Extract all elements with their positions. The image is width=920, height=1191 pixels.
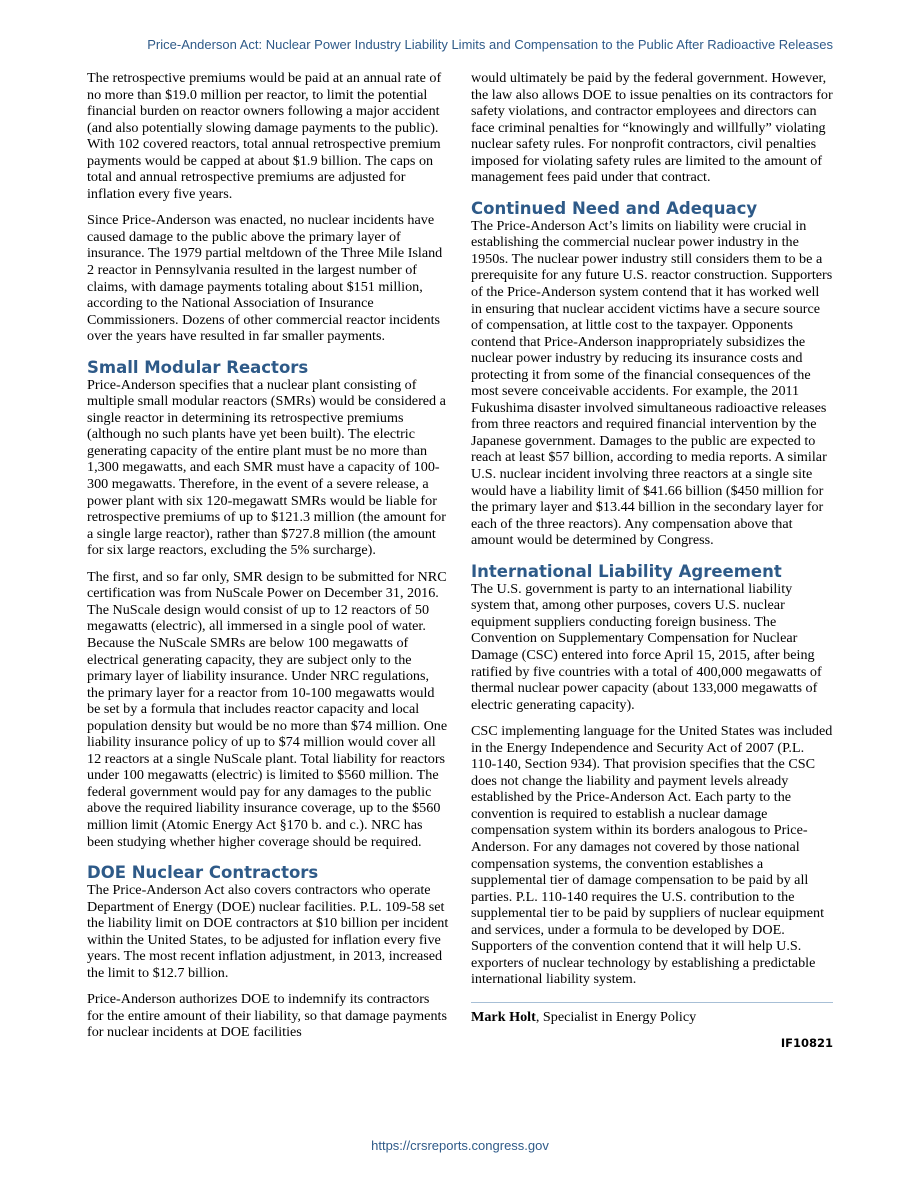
report-id: IF10821 xyxy=(780,1036,833,1051)
right-column xyxy=(471,70,833,1052)
paragraph-csc-convention: The U.S. government is party to an international liability system that, among other purposes, covers U.S. nuclear equipment suppliers conducting foreign business. The Convention on Supplementary Compensation for Nuclear Damage (CSC) entered into force April 15, 2015, after being ratified by five countries with a total of 400,000 megawatts of thermal nuclear power capacity (about 133,000 megawatts of electric generating capacity). xyxy=(471,580,822,713)
paragraph-retrospective-premiums: The retrospective premiums would be paid at an annual rate of no more than $19.0 million per reactor, to limit the potential financial burden on reactor owners following a major accident (and also potentially slowing damage payments to the public). With 102 covered reactors, total annual retrospective premium payments would be capped at about $1.9 billion. The caps on total and annual retrospective premiums are adjusted for inflation every five years. xyxy=(87,70,442,202)
heading-continued-need: Continued Need and Adequacy xyxy=(471,198,758,218)
paragraph-csc-implementation: CSC implementing language for the United States was included in the Energy Independence and Security Act of 2007 (P.L. 110-140, Section 934). That provision specifies that the CSC does not change the liability and payment levels already established by the Price-Anderson Act. Each party to the convention is required to establish a nuclear damage compensation system within its borders analogous to Price-Anderson. For any damages not covered by those national compensation systems, the convention establishes a supplemental tier of damage compensation to be paid by all parties. P.L. 110-140 requires the U.S. contribution to the supplemental tier to be paid by suppliers of nuclear equipment and services, under a formula to be developed by DOE. Supporters of the convention contend that it will help U.S. exporters of nuclear technology by establishing a predictable international liability system. xyxy=(471,723,833,988)
author-line xyxy=(471,1009,833,1026)
paragraph-smr-premiums: Price-Anderson specifies that a nuclear plant consisting of multiple small modular reactors (SMRs) would be considered a single reactor in determining its retrospective premiums (although no such plants have yet been built). The electric generating capacity of the entire plant must be no more than 1,300 megawatts, and each SMR must have a capacity of 100-300 megawatts. Therefore, in the event of a severe release, a power plant with six 120-megawatt SMRs would be liable for retrospective premiums of up to $121.3 million (the amount for a single large reactor), rather than $727.8 million (the amount for six large reactors, excluding the 5% surcharge). xyxy=(87,376,446,559)
paragraph-nuscale: The first, and so far only, SMR design to be submitted for NRC certification was from NuScale Power on December 31, 2016. The NuScale design would consist of up to 12 reactors of 50 megawatts (electric), all immersed in a single pool of water. Because the NuScale SMRs are below 100 megawatts of electrical generating capacity, they are subject only to the primary layer of liability insurance. Under NRC regulations, the primary layer for a reactor from 10-100 megawatts would be set by a formula that includes reactor capacity and local population density but would be no more than $74 million. One liability insurance policy of up to $74 million would cover all 12 reactors at a single NuScale plant. Total liability for reactors under 100 megawatts (electric) is limited to $560 million. The federal government would pay for any damages to the public above the required liability insurance coverage, up to the $560 million limit (Atomic Energy Act §170 b. and c.). NRC has been studying whether higher coverage should be required. xyxy=(87,568,448,850)
heading-doe-nuclear-contractors: DOE Nuclear Contractors xyxy=(87,863,319,883)
paragraph-doe-indemnify: Price-Anderson authorizes DOE to indemnify its contractors for the entire amount of their liability, so that damage payments for nuclear incidents at DOE facilities xyxy=(87,991,447,1041)
paragraph-incident-history: Since Price-Anderson was enacted, no nuclear incidents have caused damage to the public above the primary layer of insurance. The 1979 partial meltdown of the Three Mile Island 2 reactor in Pennsylvania resulted in the largest number of claims, with damage payments totaling about $151 million, according to the National Association of Insurance Commissioners. Dozens of other commercial reactor incidents over the years have resulted in far smaller payments. xyxy=(87,212,443,345)
author-title: , Specialist in Energy Policy xyxy=(535,1008,697,1025)
author-divider xyxy=(471,1002,833,1003)
heading-international-liability: International Liability Agreement xyxy=(471,561,782,581)
left-column xyxy=(87,70,449,1051)
author-name: Mark Holt xyxy=(471,1008,536,1025)
footer-url-link[interactable]: https://crsreports.congress.gov xyxy=(371,1138,549,1153)
heading-small-modular-reactors: Small Modular Reactors xyxy=(87,357,309,377)
paragraph-continued-need: The Price-Anderson Act’s limits on liability were crucial in establishing the commercial nuclear power industry in the 1950s. The nuclear power industry still considers them to be a prerequisite for any future U.S. reactor construction. Supporters of the Price-Anderson system contend that it has worked well in ensuring that nuclear accident victims have a secure source of compensation, at little cost to the taxpayer. Opponents contend that Price-Anderson inappropriately subsidizes the nuclear power industry by reducing its insurance costs and protecting it from some of the financial consequences of the most severe conceivable accidents. For example, the 2011 Fukushima disaster involved simultaneous radioactive releases from three reactors and required financial intervention by the Japanese government. Damages to the public are expected to reach at least $57 billion, according to media reports. A similar U.S. nuclear incident involving three reactors at a single site would have a liability limit of $41.66 billion ($450 million for the primary layer and $13.44 billion in the secondary layer for each of the three reactors). Any compensation above that amount would be determined by Congress. xyxy=(471,217,833,549)
paragraph-doe-penalties: would ultimately be paid by the federal government. However, the law also allows DOE to issue penalties on its contractors for safety violations, and contractor employees and directors can face criminal penalties for “knowingly and willfully” violating nuclear safety rules. For nonprofit contractors, civil penalties imposed for violating safety rules are limited to the amount of management fees paid under that contract. xyxy=(471,70,833,186)
running-header-title: Price-Anderson Act: Nuclear Power Industry Liability Limits and Compensation to the Public After Radioactive Releases xyxy=(147,37,833,52)
paragraph-doe-liability-limit: The Price-Anderson Act also covers contractors who operate Department of Energy (DOE) nuclear facilities. P.L. 109-58 set the liability limit on DOE contractors at $10 billion per incident within the United States, to be adjusted for inflation every five years. The most recent inflation adjustment, in 2013, increased the limit to $12.7 billion. xyxy=(87,882,449,981)
